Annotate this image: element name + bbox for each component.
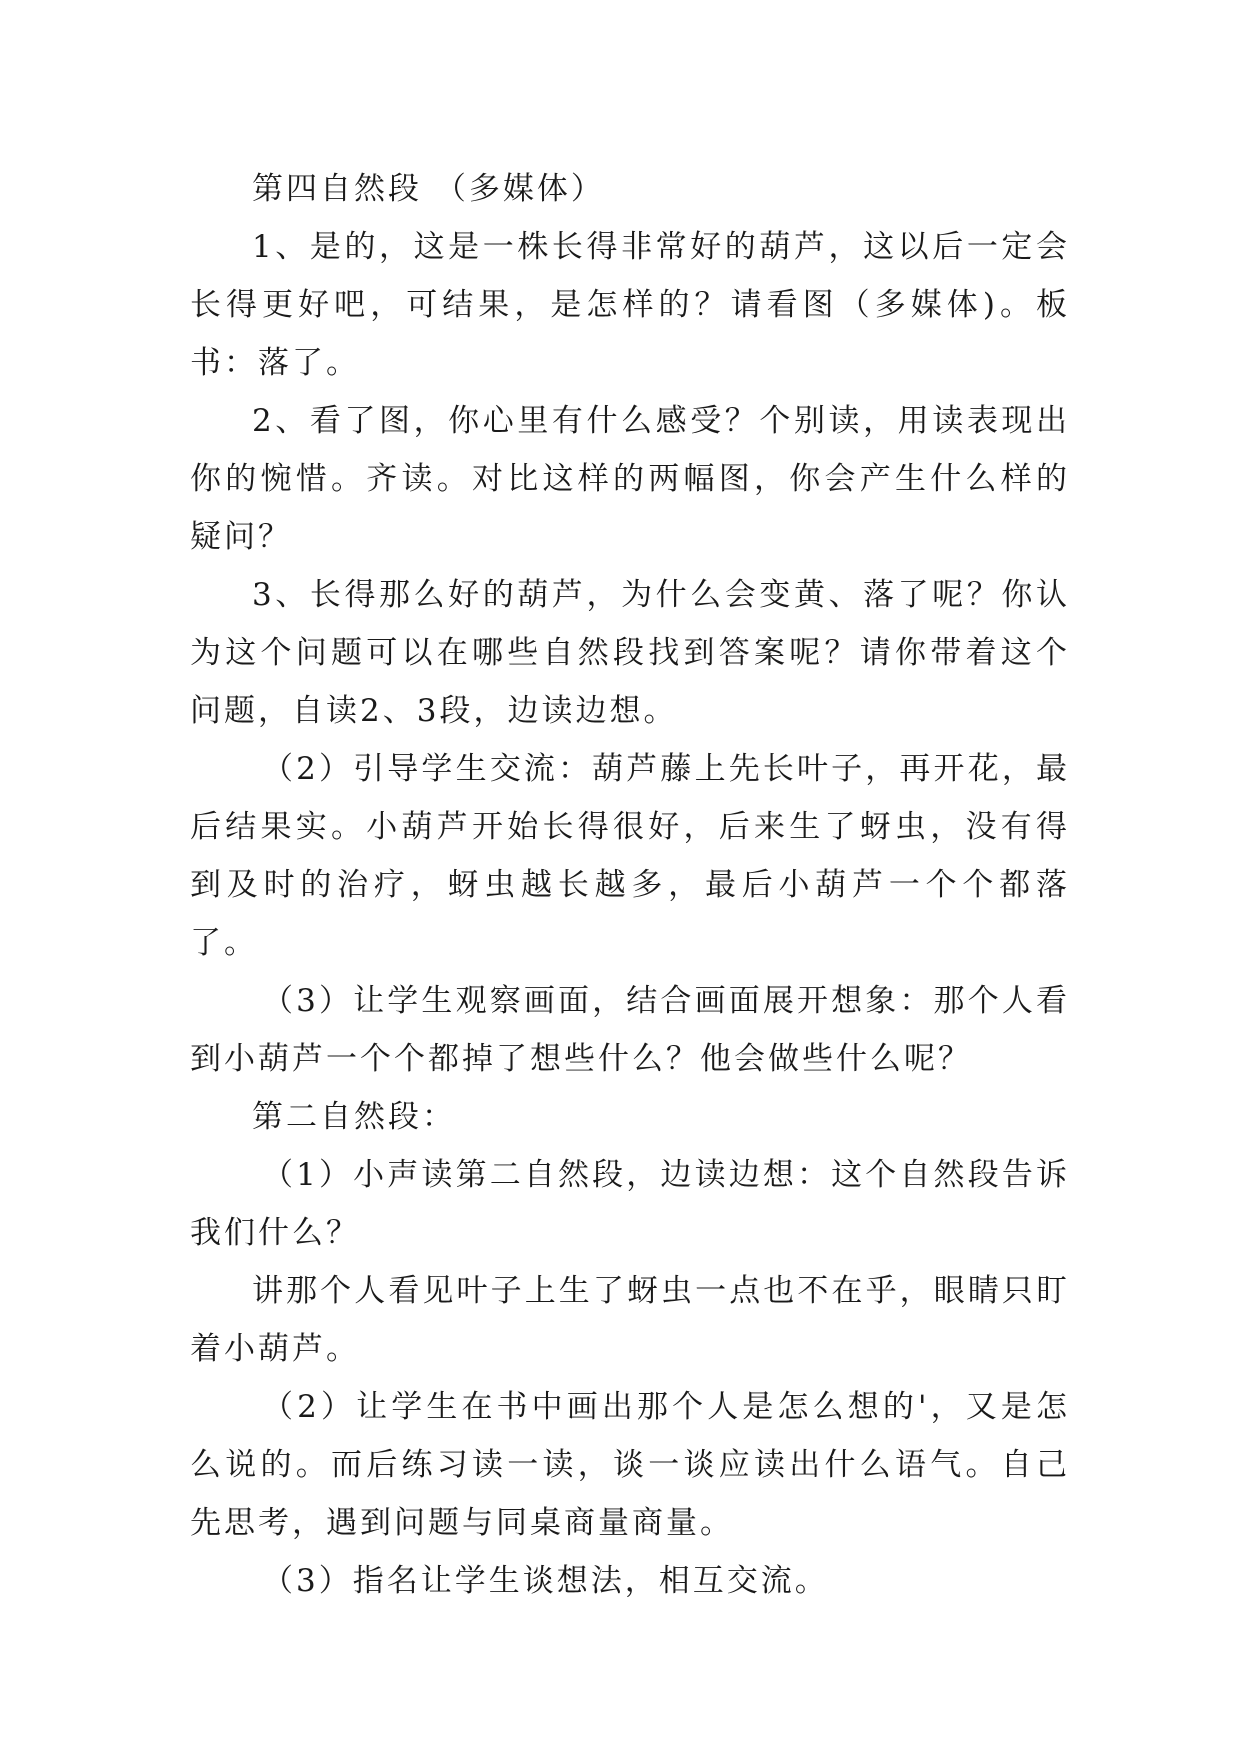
paragraph-section-four-heading: 第四自然段 （多媒体）: [252, 171, 605, 207]
paragraph-3: 3、长得那么好的葫芦，为什么会变黄、落了呢？你认为这个问题可以在哪些自然段找到答案呢？请你带着这个问题，自读2、3段，边读边想。: [190, 577, 1070, 729]
paragraph-1: 1、是的，这是一株长得非常好的葫芦，这以后一定会长得更好吧，可结果，是怎样的？请看图（多媒体)。板书：落了。: [190, 229, 1070, 381]
paragraph-explanation: 讲那个人看见叶子上生了蚜虫一点也不在乎，眼睛只盯着小葫芦。: [190, 1273, 1070, 1367]
body-text: [190, 160, 1070, 1610]
paragraph-section-two-3: （3）指名让学生谈想法，相互交流。: [262, 1563, 829, 1599]
paragraph-discussion-3: （3）让学生观察画面，结合画面展开想象：那个人看到小葫芦一个个都掉了想些什么？他会做些什么呢？: [190, 983, 1070, 1077]
paragraph-section-two-1: （1）小声读第二自然段，边读边想：这个自然段告诉我们什么？: [190, 1157, 1070, 1251]
paragraph-section-two-heading: 第二自然段：: [252, 1099, 456, 1135]
paragraph-2: 2、看了图，你心里有什么感受？个别读，用读表现出你的惋惜。齐读。对比这样的两幅图，你会产生什么样的疑问？: [190, 403, 1070, 555]
paragraph-discussion-2: （2）引导学生交流：葫芦藤上先长叶子，再开花，最后结果实。小葫芦开始长得很好，后来生了蚜虫，没有得到及时的治疗，蚜虫越长越多，最后小葫芦一个个都落了。: [190, 751, 1070, 961]
paragraph-section-two-2: （2）让学生在书中画出那个人是怎么想的'，又是怎么说的。而后练习读一读，谈一谈应读出什么语气。自己先思考，遇到问题与同桌商量商量。: [190, 1389, 1070, 1541]
